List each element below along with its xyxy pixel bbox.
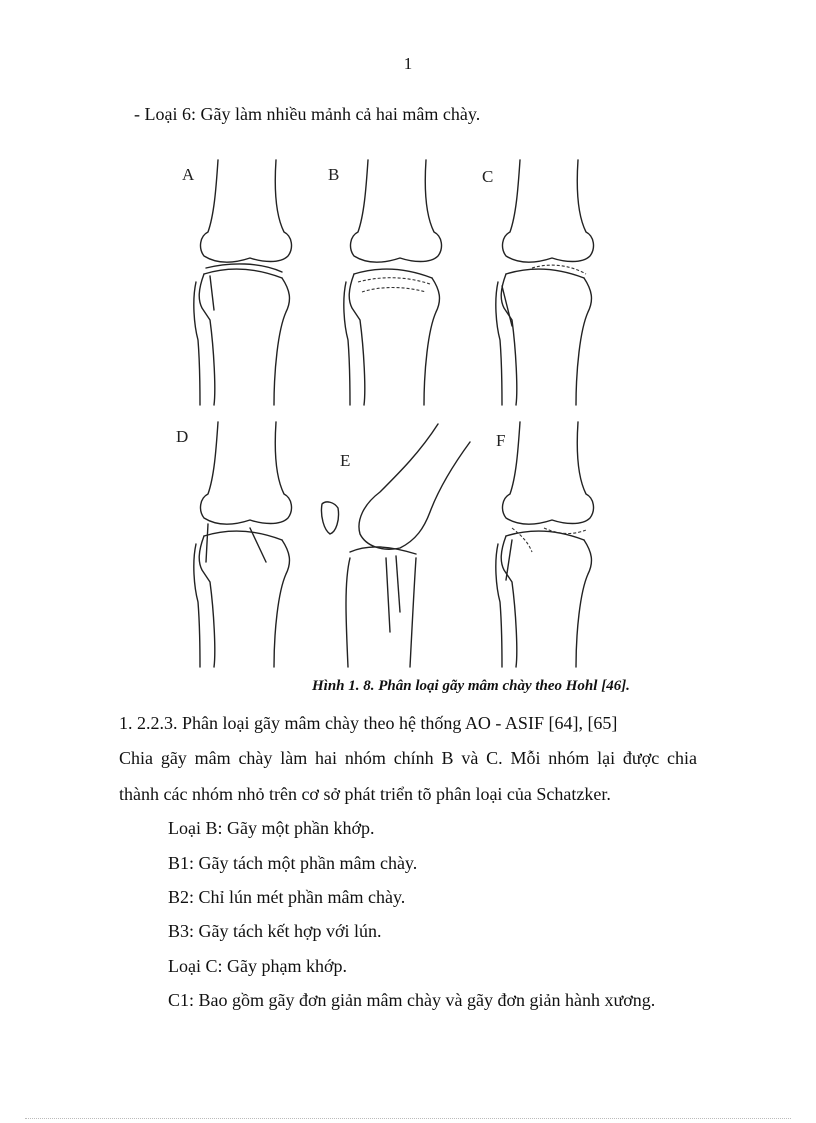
paragraph-line-2: thành các nhóm nhỏ trên cơ sở phát triển tõ phân loại của Schatzker. — [119, 784, 611, 804]
figure-caption: Hình 1. 8. Phân loại gãy mâm chày theo Hohl [46]. — [312, 678, 630, 694]
panel-a-drawing — [182, 160, 291, 405]
panel-c-label: C — [482, 167, 494, 186]
paragraph-line-1: Chia gãy mâm chày làm hai nhóm chính B và C. Mỗi nhóm lại được chia — [119, 748, 697, 768]
page-number: 1 — [403, 54, 413, 73]
list-item-type-b: Loại B: Gãy một phần khớp. — [168, 818, 375, 838]
list-item-type-c: Loại C: Gãy phạm khớp. — [168, 956, 347, 976]
figure-hohl-classification — [160, 150, 630, 670]
panel-b-label: B — [328, 165, 340, 184]
panel-e-drawing — [321, 424, 470, 667]
section-heading: 1. 2.2.3. Phân loại gãy mâm chày theo hệ thống AO - ASIF [64], [65] — [119, 713, 618, 733]
panel-a-label: A — [182, 165, 195, 184]
list-item-c1: C1: Bao gồm gãy đơn giản mâm chày và gãy đơn giản hành xương. — [168, 990, 656, 1010]
list-item-b1: B1: Gãy tách một phần mâm chày. — [168, 853, 418, 873]
panel-f-label: F — [496, 431, 506, 450]
list-item-b3: B3: Gãy tách kết hợp với lún. — [168, 921, 382, 941]
panel-e-label: E — [340, 451, 351, 470]
panel-d-label: D — [176, 427, 189, 446]
intro-line: - Loại 6: Gãy làm nhiều mảnh cả hai mâm chày. — [134, 104, 481, 124]
list-item-b2: B2: Chỉ lún mét phần mâm chày. — [168, 887, 406, 907]
panel-d-drawing — [176, 422, 291, 667]
page-bottom-divider — [25, 1118, 791, 1119]
panel-f-drawing — [496, 422, 594, 667]
panel-b-drawing — [328, 160, 441, 405]
panel-c-drawing — [482, 160, 593, 405]
